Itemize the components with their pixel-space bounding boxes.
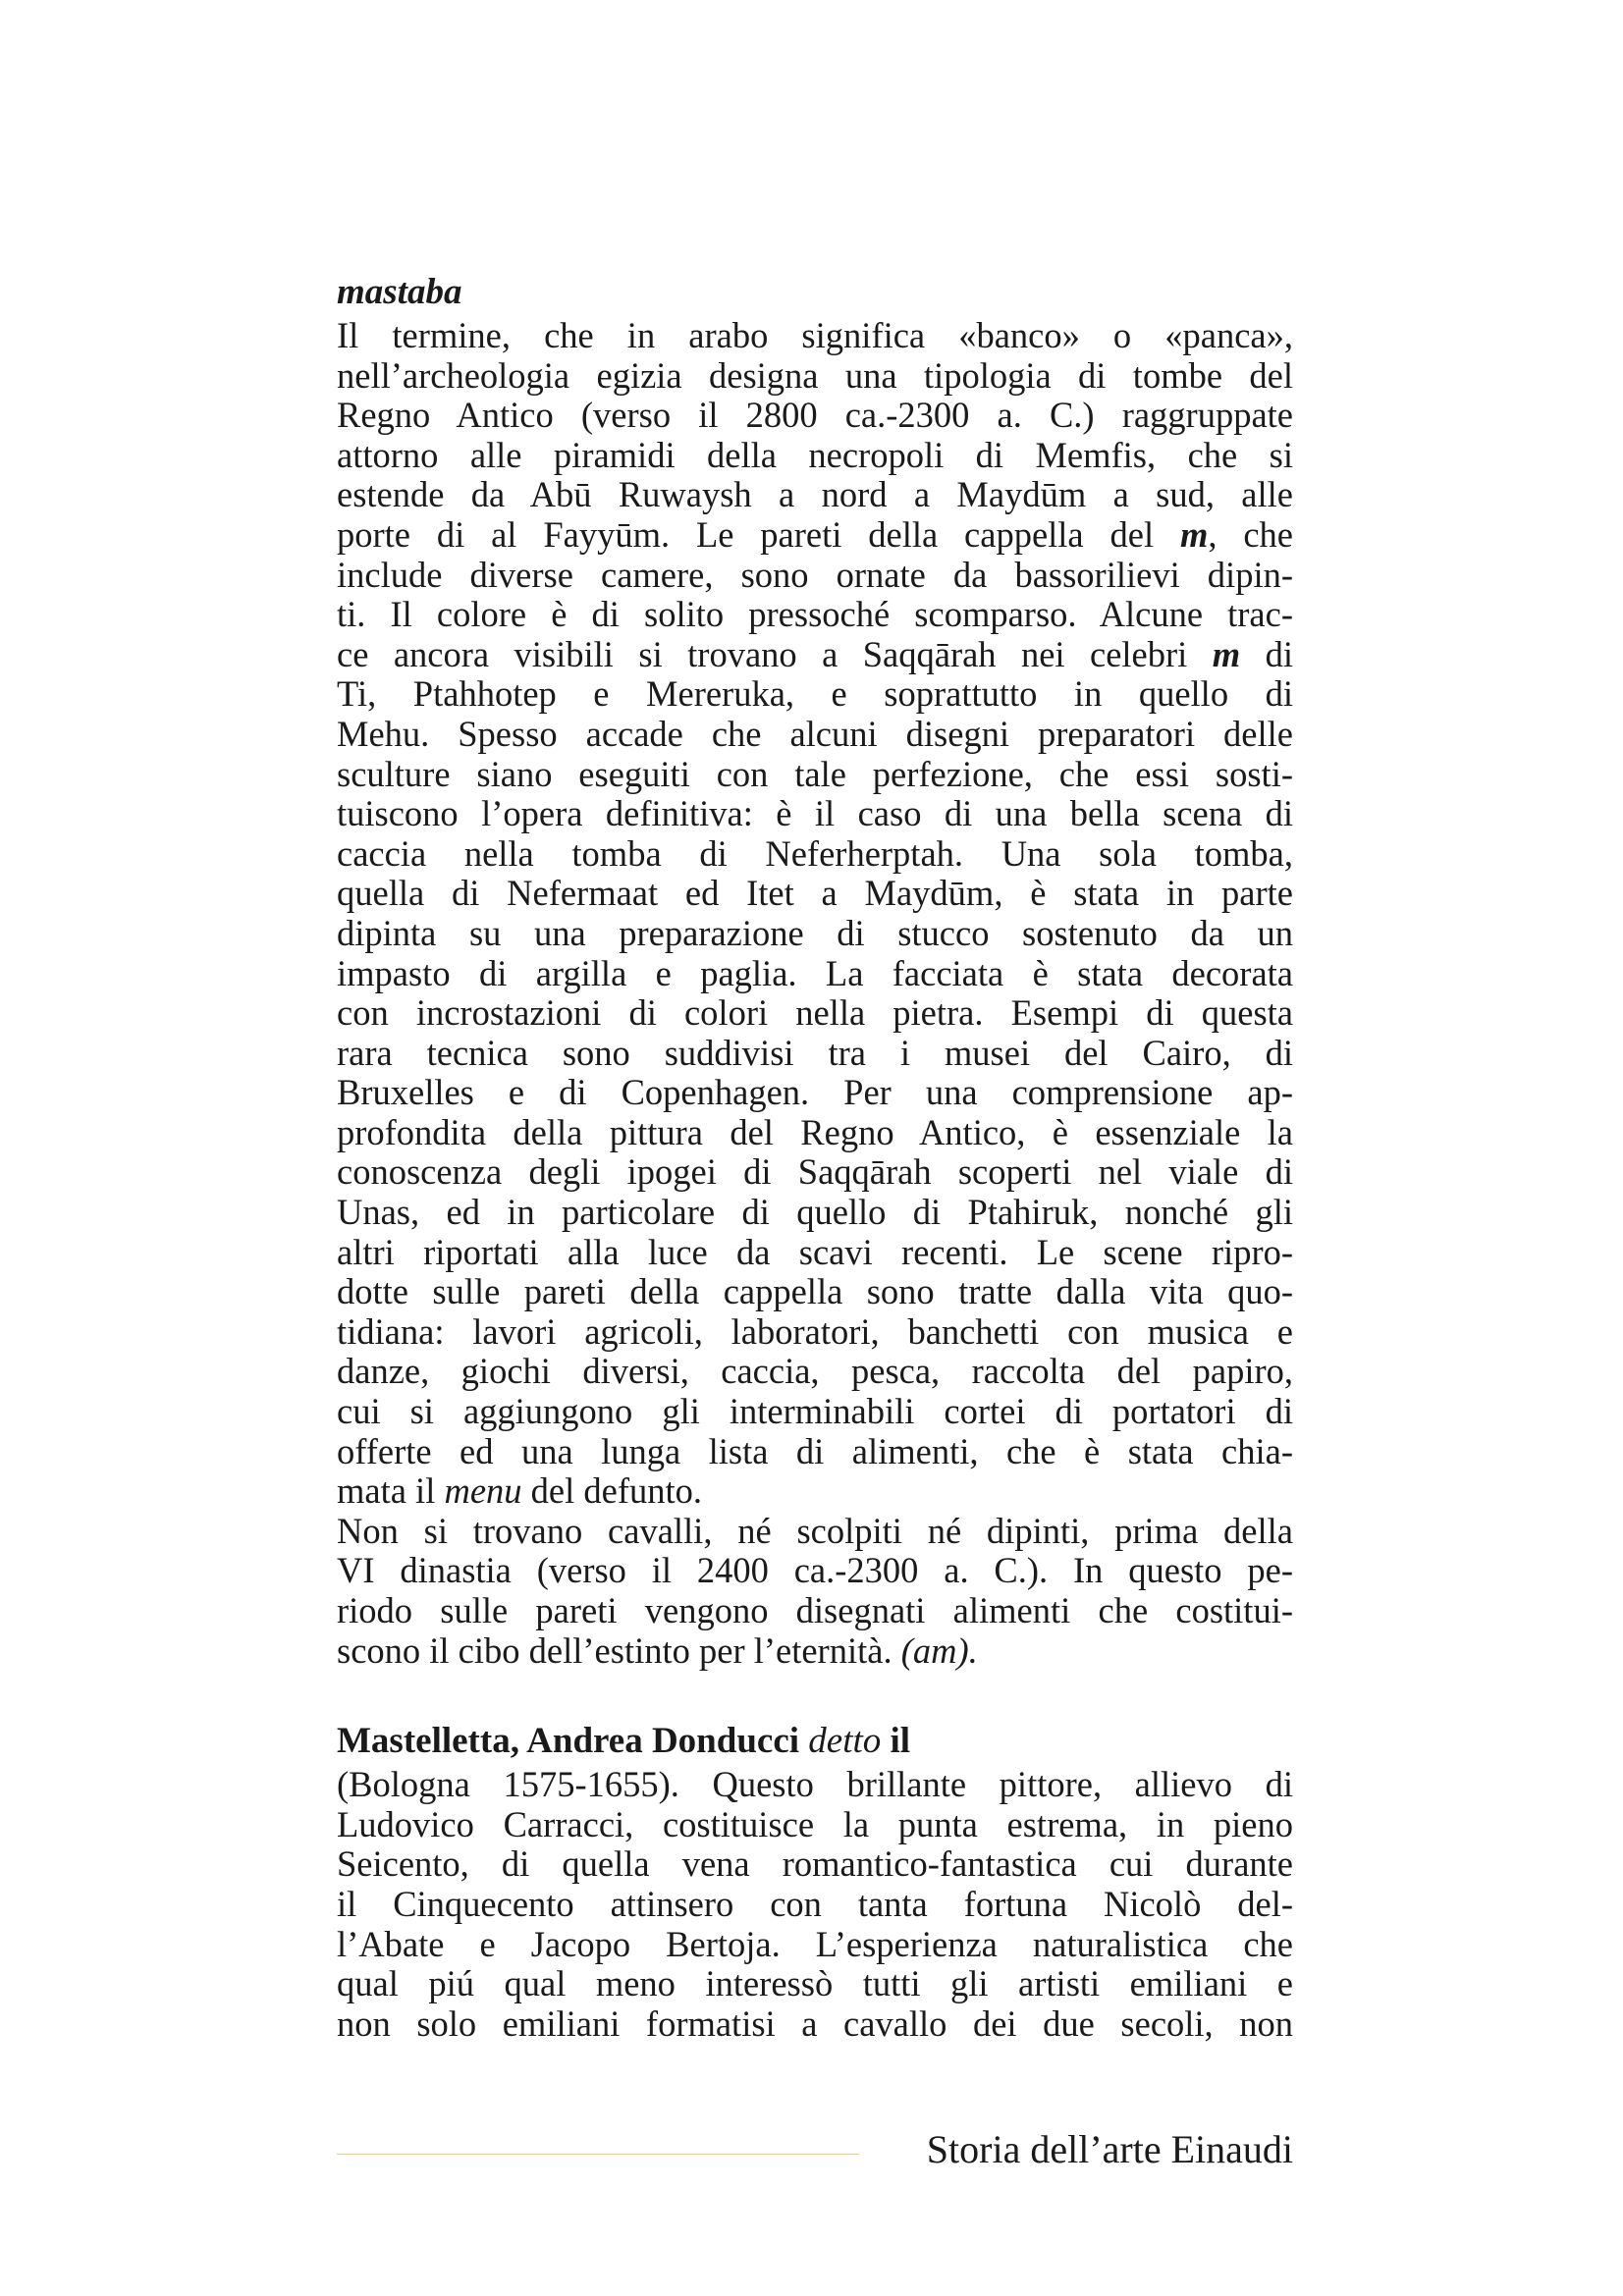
page-footer: [337, 2128, 1293, 2171]
text-line: il Cinquecento attinsero con tanta fortuna Nicolò del-: [337, 1883, 1293, 1924]
author-initials: (am).: [900, 1629, 978, 1671]
text-line: estende da Abū Ruwaysh a nord a Maydūm a sud, alle: [337, 474, 1293, 515]
entry-title: mastaba: [337, 272, 462, 312]
text-line: Mehu. Spesso accade che alcuni disegni preparatori delle: [337, 713, 1293, 754]
text-line: impasto di argilla e paglia. La facciata è stata decorata: [337, 952, 1293, 993]
text-line: profondita della pittura del Regno Antico, è essenziale la: [337, 1111, 1293, 1152]
text-line: dotte sulle pareti della cappella sono tratte dalla vita quo-: [337, 1271, 1293, 1312]
text-line: Unas, ed in particolare di quello di Ptahiruk, nonché gli: [337, 1192, 1293, 1233]
text-line: VI dinastia (verso il 2400 ca.-2300 a. C.). In questo pe-: [337, 1550, 1293, 1591]
text-segment: porte di al Fayyūm. Le pareti della cappella del: [337, 513, 1180, 555]
entry-body: [337, 316, 1293, 1671]
text-line: quella di Nefermaat ed Itet a Maydūm, è stata in parte: [337, 873, 1293, 914]
text-line: Regno Antico (verso il 2800 ca.-2300 a. C.) raggruppate: [337, 395, 1293, 436]
title-main: Mastelletta, Andrea Donducci: [337, 1721, 809, 1762]
text-line: qual piú qual meno interessò tutti gli artisti emiliani e: [337, 1963, 1293, 2004]
text-segment: di: [1240, 633, 1293, 674]
entry-mastaba: [337, 273, 1293, 1671]
text-line: tidiana: lavori agricoli, laboratori, banchetti con musica e: [337, 1310, 1293, 1352]
title-detto: detto: [808, 1721, 882, 1762]
text-segment: mata il: [337, 1470, 445, 1512]
text-line: non solo emiliani formatisi a cavallo dei due secoli, non: [337, 2002, 1293, 2044]
text-line: ti. Il colore è di solito pressoché scomparso. Alcune trac-: [337, 594, 1293, 635]
text-segment: del defunto.: [521, 1470, 702, 1512]
text-line: attorno alle piramidi della necropoli di Memfis, che si: [337, 434, 1293, 475]
footer-rule: [337, 2154, 859, 2155]
text-line: nell’archeologia egizia designa una tipologia di tombe del: [337, 354, 1293, 396]
text-segment: ce ancora visibili si trovano a Saqqārah nei celebri: [337, 633, 1213, 674]
text-column: [337, 273, 1293, 2044]
text-line: rara tecnica sono suddivisi tra i musei del Cairo, di: [337, 1032, 1293, 1073]
text-segment: scono il cibo dell’estinto per l’eternità.: [337, 1629, 901, 1671]
text-line: (Bologna 1575-1655). Questo brillante pittore, allievo di: [337, 1764, 1293, 1805]
footer-label: Storia dell’arte Einaudi: [926, 2127, 1293, 2171]
text-line: include diverse camere, sono ornate da bassorilievi dipin-: [337, 554, 1293, 595]
text-line: [337, 515, 1293, 556]
text-line: tuiscono l’opera definitiva: è il caso di una bella scena di: [337, 793, 1293, 834]
text-line: conoscenza degli ipogei di Saqqārah scoperti nel viale di: [337, 1151, 1293, 1193]
text-line: dipinta su una preparazione di stucco sostenuto da un: [337, 912, 1293, 953]
text-line: [337, 1631, 1293, 1672]
abbrev-m: m: [1179, 513, 1209, 555]
entry-title: [337, 1722, 1293, 1761]
text-line: Il termine, che in arabo significa «banco» o «panca»,: [337, 315, 1293, 355]
text-line: riodo sulle pareti vengono disegnati alimenti che costitui-: [337, 1590, 1293, 1630]
entry-mastelletta: [337, 1722, 1293, 2044]
text-line: altri riportati alla luce da scavi recenti. Le scene ripro-: [337, 1231, 1293, 1272]
text-line: Ti, Ptahhotep e Mereruka, e soprattutto in quello di: [337, 673, 1293, 715]
text-line: Bruxelles e di Copenhagen. Per una comprensione ap-: [337, 1072, 1293, 1113]
text-line: offerte ed una lunga lista di alimenti, che è stata chia-: [337, 1430, 1293, 1471]
text-line: con incrostazioni di colori nella pietra. Esempi di questa: [337, 992, 1293, 1034]
title-end: il: [881, 1721, 911, 1762]
text-line: Ludovico Carracci, costituisce la punta estrema, in pieno: [337, 1803, 1293, 1844]
text-line: Non si trovano cavalli, né scolpiti né dipinti, prima della: [337, 1510, 1293, 1551]
text-line: cui si aggiungono gli interminabili cortei di portatori di: [337, 1391, 1293, 1432]
abbrev-m: m: [1212, 633, 1241, 674]
italic-word-menu: menu: [444, 1470, 522, 1512]
text-line: danze, giochi diversi, caccia, pesca, raccolta del papiro,: [337, 1351, 1293, 1392]
text-line: [337, 635, 1293, 675]
text-line: Seicento, di quella vena romantico-fantastica cui durante: [337, 1843, 1293, 1885]
text-line: sculture siano eseguiti con tale perfezione, che essi sosti-: [337, 753, 1293, 794]
entry-body: [337, 1765, 1293, 2044]
text-line: l’Abate e Jacopo Bertoja. L’esperienza naturalistica che: [337, 1923, 1293, 1964]
text-line: [337, 1471, 1293, 1512]
text-segment: , che: [1208, 513, 1293, 555]
text-line: caccia nella tomba di Neferherptah. Una sola tomba,: [337, 832, 1293, 874]
